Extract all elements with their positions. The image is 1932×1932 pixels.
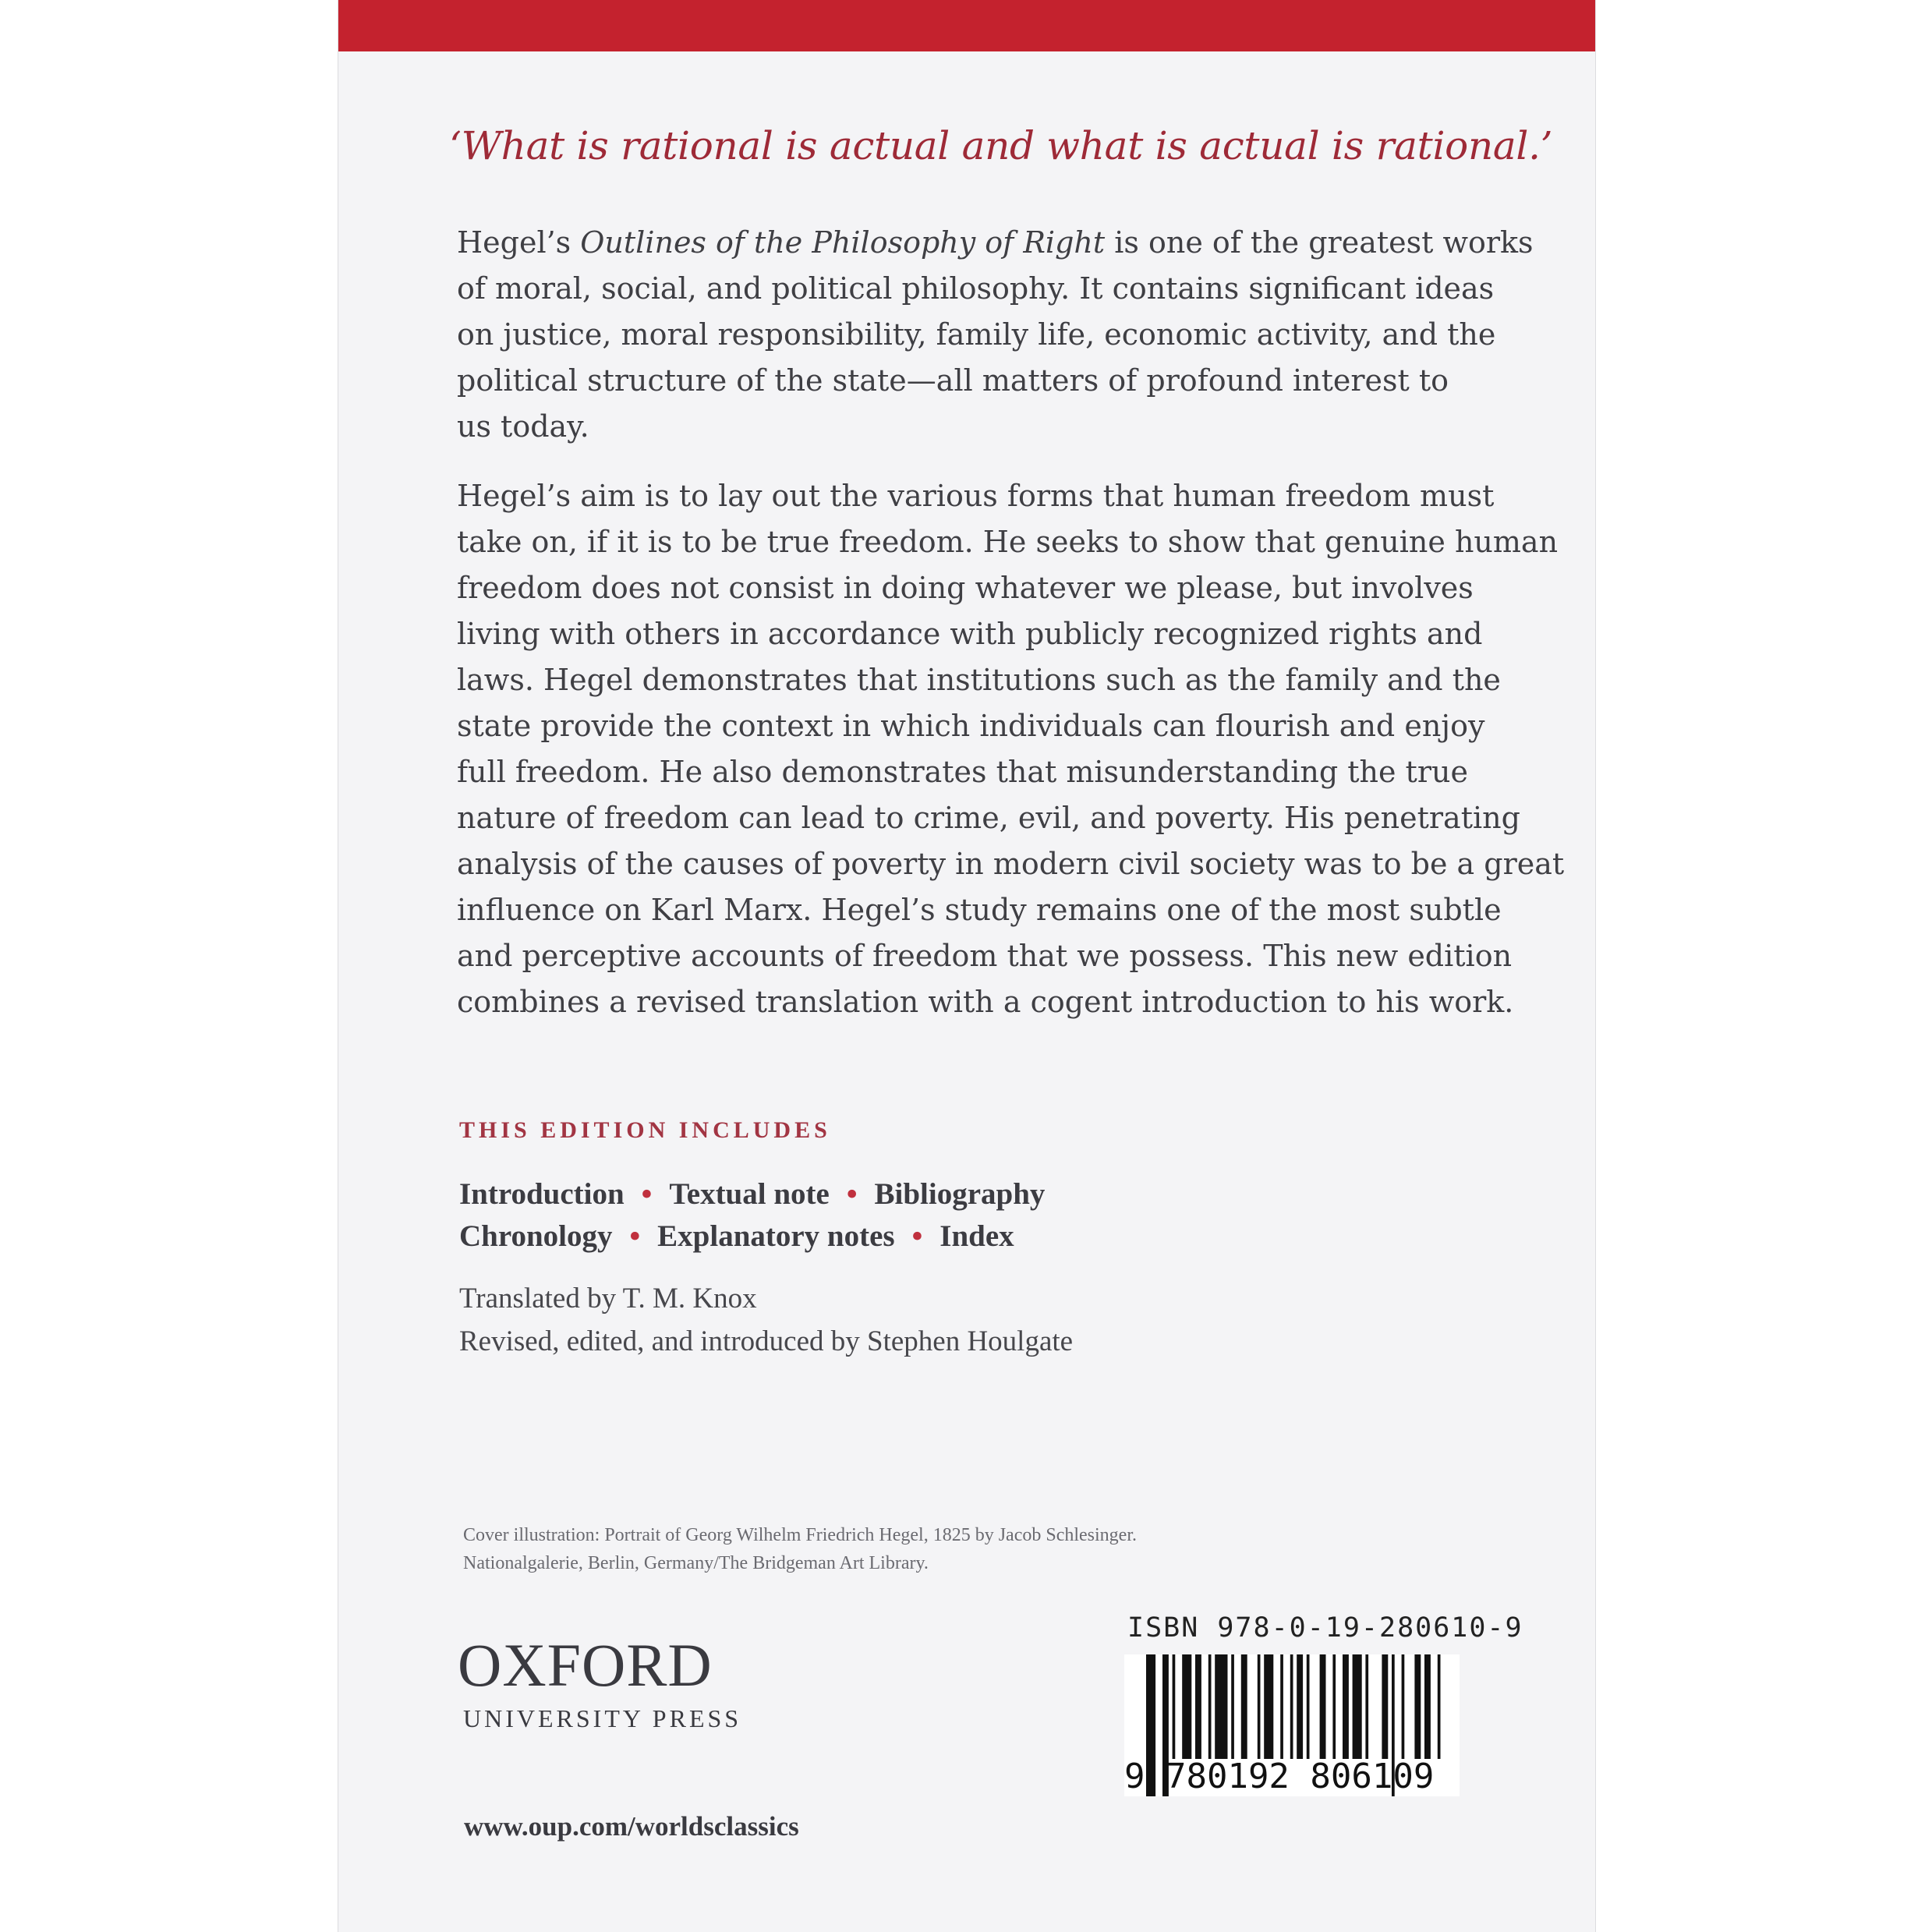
barcode-bar — [1365, 1654, 1368, 1759]
book-back-cover — [338, 0, 1596, 1932]
paragraph-line: laws. Hegel demonstrates that institutions such as the family and the — [457, 663, 1501, 697]
paragraph-line: analysis of the causes of poverty in modern civil society was to be a great — [457, 847, 1565, 881]
barcode-bar — [1438, 1654, 1441, 1759]
barcode-bar — [1402, 1654, 1405, 1759]
barcode-bar — [1424, 1654, 1431, 1759]
paragraph-line: and perceptive accounts of freedom that we possess. This new edition — [457, 939, 1513, 973]
feature-item: Textual note — [669, 1177, 830, 1211]
feature-item: Bibliography — [874, 1177, 1046, 1211]
barcode-bar — [1208, 1654, 1212, 1759]
paragraph-line: political structure of the state—all matters of profound interest to — [457, 363, 1449, 398]
paragraph-line: on justice, moral responsibility, family life, economic activity, and the — [457, 317, 1496, 352]
cover-illustration-credit — [463, 1521, 1137, 1577]
barcode-bar — [1297, 1654, 1303, 1759]
paragraph-line: us today. — [457, 409, 589, 444]
barcode-bar — [1182, 1654, 1191, 1759]
bullet-icon: • — [911, 1219, 923, 1253]
bullet-icon: • — [846, 1177, 858, 1211]
top-red-band — [338, 0, 1595, 51]
bullet-icon: • — [641, 1177, 653, 1211]
barcode-bar — [1241, 1654, 1247, 1759]
edition-includes-heading: THIS EDITION INCLUDES — [459, 1117, 831, 1143]
barcode-bar — [1290, 1654, 1293, 1759]
paragraph-line: nature of freedom can lead to crime, evil, and poverty. His penetrating — [457, 801, 1520, 835]
barcode-bar — [1414, 1654, 1421, 1759]
barcode-bar — [1343, 1654, 1349, 1759]
epigraph-quote: ‘What is rational is actual and what is actual is rational.’ — [449, 123, 1553, 168]
paragraph-line: influence on Karl Marx. Hegel’s study remains one of the most subtle — [457, 893, 1502, 927]
features-row — [459, 1215, 1045, 1258]
description-paragraph-1 — [457, 220, 1556, 450]
feature-item: Index — [939, 1219, 1014, 1253]
paragraph-line: of moral, social, and political philosophy. It contains significant ideas — [457, 271, 1495, 306]
bullet-icon: • — [629, 1219, 641, 1253]
barcode-digits: 9 780192 806109 — [1124, 1757, 1435, 1796]
paragraph-line: state provide the context in which individuals can flourish and enjoy — [457, 709, 1485, 743]
barcode-bar — [1353, 1654, 1362, 1759]
barcode-bar — [1195, 1654, 1201, 1759]
edition-features-list — [459, 1173, 1045, 1258]
barcode-bar — [1215, 1654, 1227, 1759]
barcode-bar — [1280, 1654, 1283, 1759]
description-paragraph-2 — [457, 473, 1565, 1025]
illustration-line: Nationalgalerie, Berlin, Germany/The Bridgeman Art Library. — [463, 1553, 929, 1573]
translator-credit: Translated by T. M. Knox — [459, 1283, 757, 1315]
paragraph-line: take on, if it is to be true freedom. He seeks to show that genuine human — [457, 525, 1559, 559]
book-title-italic: Outlines of the Philosophy of Right — [580, 225, 1106, 260]
illustration-line: Cover illustration: Portrait of Georg Wilhelm Friedrich Hegel, 1825 by Jacob Schlesinger. — [463, 1525, 1137, 1545]
features-row — [459, 1173, 1045, 1215]
barcode-bar — [1173, 1654, 1176, 1759]
paragraph-line: Hegel’s Outlines of the Philosophy of Right is one of the greatest works — [457, 225, 1534, 260]
paragraph-line: Hegel’s aim is to lay out the various forms that human freedom must — [457, 479, 1495, 513]
feature-item: Chronology — [459, 1219, 613, 1253]
publisher-website-link[interactable]: www.oup.com/worldsclassics — [464, 1811, 799, 1842]
feature-item: Explanatory notes — [657, 1219, 895, 1253]
feature-item: Introduction — [459, 1177, 625, 1211]
publisher-logo: OXFORD — [458, 1631, 713, 1699]
barcode-bar — [1307, 1654, 1310, 1759]
paragraph-line: freedom does not consist in doing whatever we please, but involves — [457, 571, 1474, 605]
barcode-bar — [1264, 1654, 1273, 1759]
credits — [459, 1277, 1073, 1363]
barcode-bar — [1382, 1654, 1388, 1759]
barcode-bar — [1332, 1654, 1336, 1759]
editor-credit: Revised, edited, and introduced by Stephen Houlgate — [459, 1325, 1074, 1357]
barcode-bar — [1258, 1654, 1261, 1759]
paragraph-line: living with others in accordance with publicly recognized rights and — [457, 617, 1483, 651]
barcode-bar — [1231, 1654, 1234, 1759]
paragraph-line: combines a revised translation with a cogent introduction to his work. — [457, 985, 1514, 1019]
publisher-subtitle: UNIVERSITY PRESS — [463, 1704, 742, 1732]
isbn-label: ISBN 978-0-19-280610-9 — [1127, 1612, 1523, 1644]
paragraph-line: full freedom. He also demonstrates that misunderstanding the true — [457, 755, 1468, 789]
barcode-bar — [1320, 1654, 1326, 1759]
